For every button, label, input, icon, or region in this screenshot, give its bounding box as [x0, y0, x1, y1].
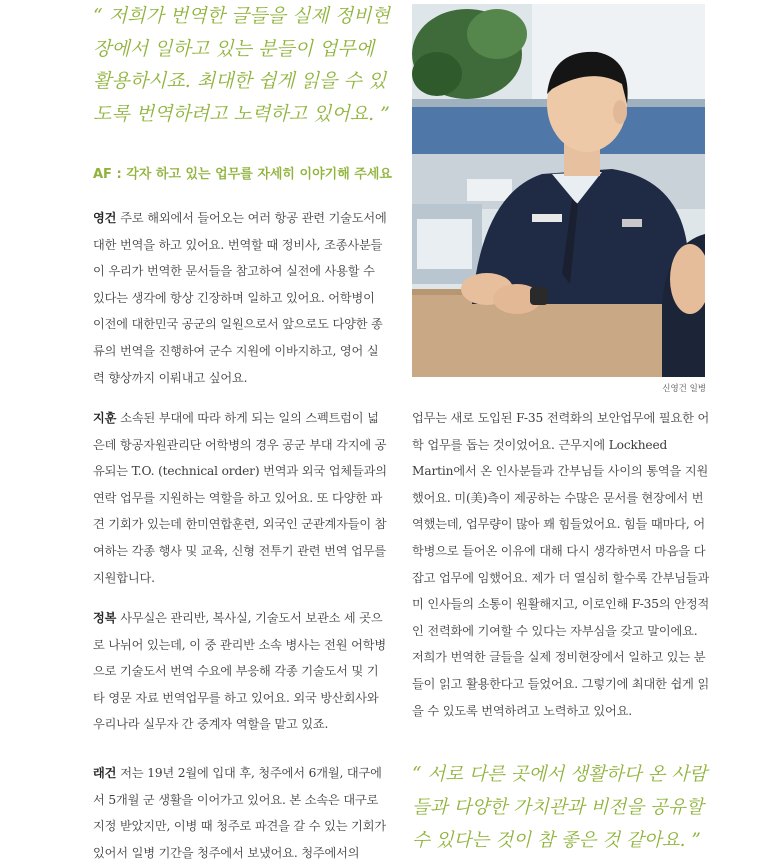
pull-quote-bottom: “ 서로 다른 곳에서 생활하다 온 사람들과 다양한 가치관과 비전을 공유할 수 있다는 것이 참 좋은 것 같아요. ”	[412, 764, 707, 851]
pull-quote-top: “ 저희가 번역한 글들을 실제 정비현장에서 일하고 있는 분들이 업무에 활용하시죠. 최대한 쉽게 읽을 수 있도록 번역하려고 노력하고 있어요. ”	[93, 5, 390, 125]
answer-text: 저는 19년 2월에 입대 후, 청주에서 6개월, 대구에서 5개월 군 생활을 이어가고 있어요. 본 소속은 대구로 지정 받았지만, 이병 때 청주로 파견을 갈 수 있는 기회가 있어서 일병 기간을 청주에서 보냈어요. 청주에서의	[93, 766, 386, 860]
answer-text: 소속된 부대에 따라 하게 되는 일의 스펙트럼이 넓은데 항공자원관리단 어학병의 경우 공군 부대 각지에 공유되는 T.O. (technical order) 번역과 외국 업체들과의 연락 업무를 지원하는 역할을 하고 있어요. 또 다양한 파견 기회가 있는데 한미연합훈련, 외국인 군관계자들이 참여하는 각종 행사 및 교육, 신형 전투기 관련 번역 업무를 지원합니다.	[93, 411, 387, 585]
speaker-name: 정복	[93, 611, 117, 625]
answer-paragraph-jihun	[93, 405, 389, 591]
speaker-name: 래건	[93, 766, 117, 780]
photo-caption: 신영건 일병	[662, 384, 706, 394]
answer-text: 업무는 새로 도입된 F-35 전력화의 보안업무에 필요한 어학 업무를 돕는 것이었어요. 근무지에 Lockheed Martin에서 온 인사분들과 간부님들 사이의 통역을 지원했어요. 미(美)측이 제공하는 수많은 문서를 현장에서 번역했는데, 업무량이 많아 꽤 힘들었어요. 힘들 때마다, 어학병으로 들어온 이유에 대해 다시 생각하면서 마음을 다잡고 업무에 임했어요. 제가 더 열심히 할수록 간부님들과 미 인사들의 소통이 원활해지고, 이로인해 F-35의 안정적인 전력화에 기여할 수 있다는 자부심을 갖고 말이에요. 저희가 번역한 글들을 실제 정비현장에서 일하고 있는 분들이 읽고 활용한다고 들었어요. 그렇기에 최대한 쉽게 읽을 수 있도록 번역하려고 노력하고 있어요.	[412, 411, 710, 718]
answer-paragraph-raegeon	[93, 760, 389, 866]
speaker-name: 지훈	[93, 411, 117, 425]
answer-text: 주로 해외에서 들어오는 여러 항공 관련 기술도서에 대한 번역을 하고 있어요. 번역할 때 정비사, 조종사분들이 우리가 번역한 문서들을 참고하여 실전에 사용할 수 있다는 생각에 항상 긴장하며 일하고 있어요. 어학병이 이전에 대한민국 공군의 일원으로서 앞으로도 다양한 종류의 번역을 진행하여 군수 지원에 이바지하고, 영어 실력 향상까지 이뤄내고 싶어요.	[93, 211, 387, 385]
answer-text: 사무실은 관리반, 복사실, 기술도서 보관소 세 곳으로 나뉘어 있는데, 이 중 관리반 소속 병사는 전원 어학병으로 기술도서 번역 수요에 부응해 각종 기술도서 및 기타 영문 자료 번역업무를 하고 있어요. 외국 방산회사와 우리나라 실무자 간 중계자 역할을 맡고 있죠.	[93, 611, 386, 732]
speaker-name: 영건	[93, 211, 117, 225]
answer-paragraph-continued	[412, 405, 710, 724]
interview-question: AF : 각자 하고 있는 업무를 자세히 이야기해 주세요	[93, 167, 392, 182]
interview-photo	[412, 4, 705, 377]
answer-paragraph-jeongbok	[93, 605, 389, 738]
answer-paragraph-yeonggeon	[93, 205, 389, 391]
